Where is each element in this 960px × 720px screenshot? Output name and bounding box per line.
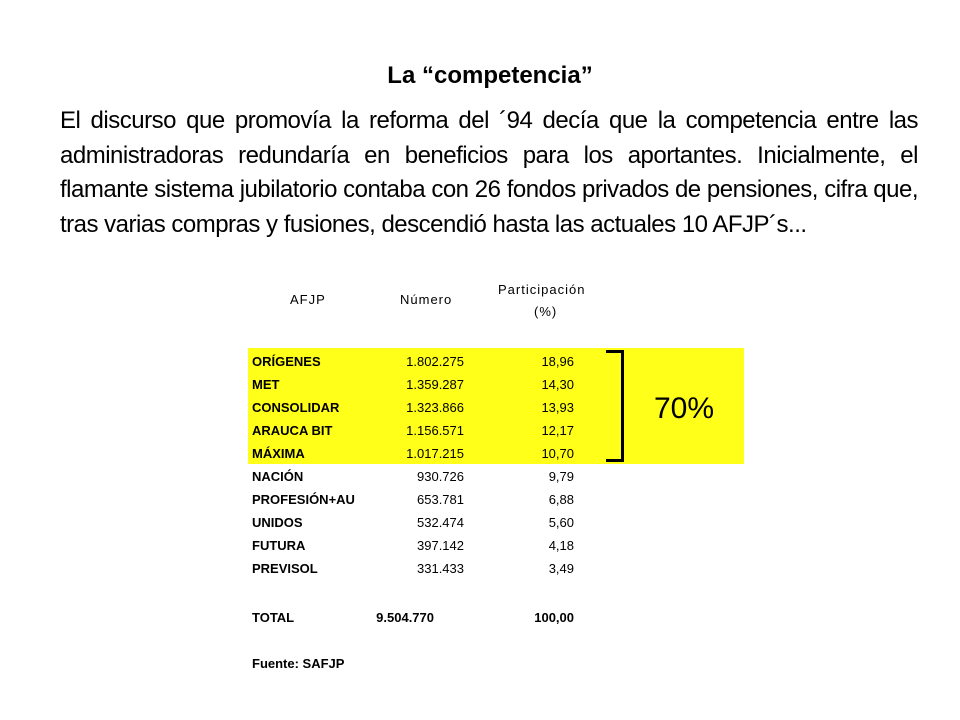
afjp-name: PREVISOL (252, 561, 318, 576)
afjp-name: MÁXIMA (252, 446, 305, 461)
afjp-pct: 18,96 (541, 354, 574, 369)
table-row (248, 511, 744, 534)
afjp-pct: 5,60 (548, 515, 574, 530)
afjp-pct: 4,18 (548, 538, 574, 553)
afjp-numero: 653.781 (417, 492, 464, 507)
afjp-name: MET (252, 377, 280, 392)
source-note: Fuente: SAFJP (252, 656, 345, 671)
afjp-name: CONSOLIDAR (252, 400, 340, 415)
afjp-pct: 12,17 (541, 423, 574, 438)
afjp-pct: 3,49 (548, 561, 574, 576)
afjp-numero: 331.433 (417, 561, 464, 576)
header-afjp: AFJP (290, 292, 326, 307)
afjp-numero: 1.156.571 (406, 423, 464, 438)
total-pct: 100,00 (534, 610, 574, 625)
total-row (248, 606, 744, 629)
afjp-name: PROFESIÓN+AU (252, 492, 355, 507)
afjp-numero: 1.359.287 (406, 377, 464, 392)
afjp-name: FUTURA (252, 538, 306, 553)
afjp-table (248, 270, 748, 690)
afjp-numero: 930.726 (417, 469, 464, 484)
table-row (248, 534, 744, 557)
afjp-numero: 532.474 (417, 515, 464, 530)
header-numero: Número (400, 292, 453, 307)
header-participacion: Participación (498, 282, 586, 297)
table-row (248, 488, 744, 511)
afjp-numero: 1.323.866 (406, 400, 464, 415)
page-title: La “competencia” (387, 62, 593, 89)
table-row (248, 465, 744, 488)
afjp-pct: 6,88 (548, 492, 574, 507)
afjp-name: UNIDOS (252, 515, 303, 530)
table-row (248, 350, 744, 373)
total-numero: 9.504.770 (376, 610, 434, 625)
intro-paragraph: El discurso que promovía la reforma del ´94 decía que la competencia entre las administradoras redundaría en beneficios para los aportantes. Inicialmente, el flamante sistema jubilatorio contaba con 26 fondos privados de pensiones, cifra que, tras varias compras y fusiones, descendió hasta las actuales 10 AFJP´s... (60, 107, 918, 238)
afjp-numero: 1.802.275 (406, 354, 464, 369)
afjp-pct: 13,93 (541, 400, 574, 415)
table-row (248, 442, 744, 465)
afjp-pct: 9,79 (548, 469, 574, 484)
afjp-pct: 14,30 (541, 377, 574, 392)
combined-share-label: 70% (654, 392, 715, 425)
afjp-name: ARAUCA BIT (252, 423, 333, 438)
afjp-name: ORÍGENES (252, 354, 321, 369)
total-label: TOTAL (252, 610, 295, 625)
header-percent: (%) (534, 304, 558, 319)
right-bracket (606, 350, 624, 462)
table-row (248, 557, 744, 580)
afjp-name: NACIÓN (252, 469, 304, 484)
afjp-numero: 397.142 (417, 538, 464, 553)
afjp-pct: 10,70 (541, 446, 574, 461)
afjp-numero: 1.017.215 (406, 446, 464, 461)
